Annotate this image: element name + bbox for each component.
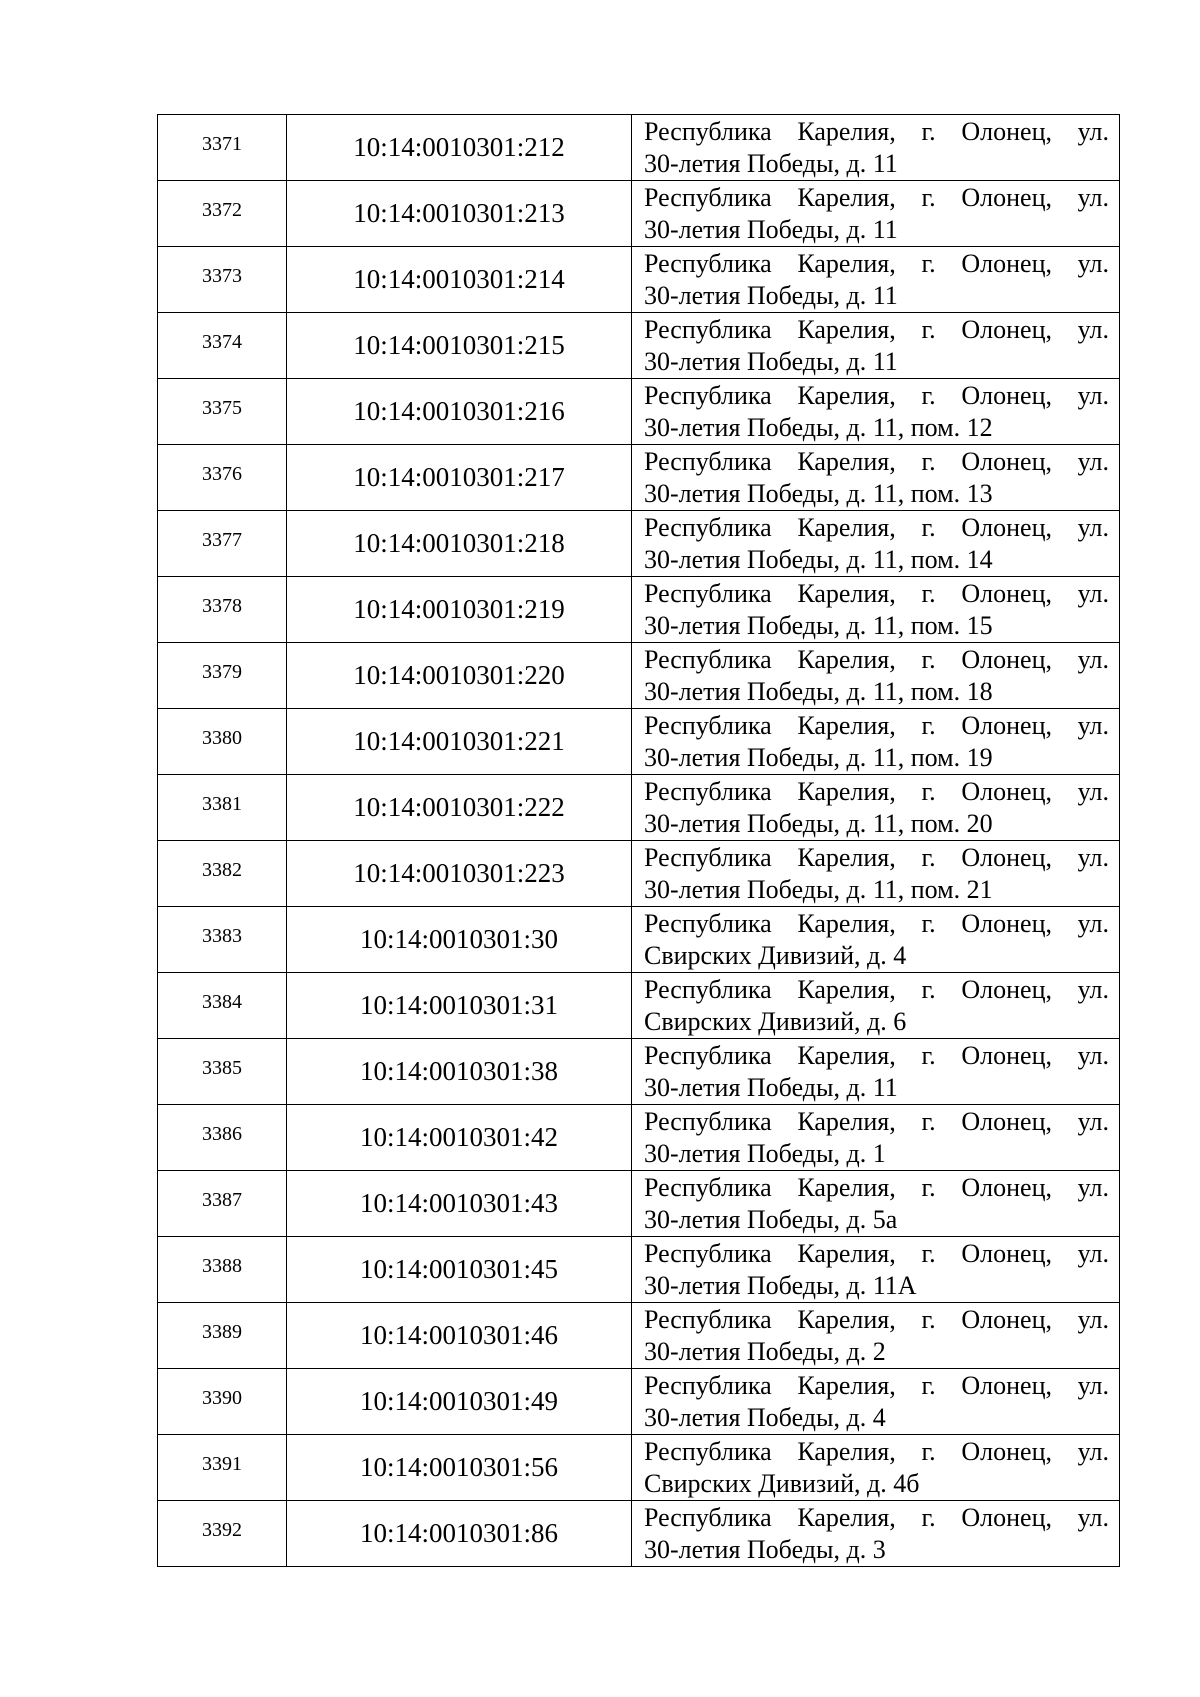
address-line-2: Свирских Дивизий, д. 6 — [644, 1007, 907, 1036]
table-row — [158, 1105, 1120, 1171]
row-number-cell: 3374 — [158, 313, 287, 379]
cadastral-number-cell: 10:14:0010301:222 — [287, 775, 632, 841]
row-number-cell: 3391 — [158, 1435, 287, 1501]
address-line-2: 30-летия Победы, д. 11 — [644, 347, 898, 376]
address-cell — [632, 247, 1120, 313]
address-cell — [632, 577, 1120, 643]
address-line-1: Республика Карелия, г. Олонец, ул. — [644, 1173, 1109, 1202]
row-number-cell: 3390 — [158, 1369, 287, 1435]
cadastral-number-cell: 10:14:0010301:56 — [287, 1435, 632, 1501]
address-cell — [632, 1105, 1120, 1171]
address-line-1: Республика Карелия, г. Олонец, ул. — [644, 579, 1109, 608]
table-row — [158, 709, 1120, 775]
address-line-2: 30-летия Победы, д. 11, пом. 13 — [644, 479, 993, 508]
address-line-2: 30-летия Победы, д. 11, пом. 19 — [644, 743, 993, 772]
address-cell — [632, 1369, 1120, 1435]
address-line-1: Республика Карелия, г. Олонец, ул. — [644, 1041, 1109, 1070]
address-cell — [632, 709, 1120, 775]
table-row — [158, 643, 1120, 709]
table-row — [158, 1369, 1120, 1435]
table-row — [158, 1237, 1120, 1303]
address-line-2: 30-летия Победы, д. 11 — [644, 1073, 898, 1102]
address-cell — [632, 841, 1120, 907]
address-line-2: 30-летия Победы, д. 11, пом. 21 — [644, 875, 993, 904]
cadastral-number-cell: 10:14:0010301:216 — [287, 379, 632, 445]
address-cell — [632, 1039, 1120, 1105]
row-number-cell: 3379 — [158, 643, 287, 709]
table-row — [158, 247, 1120, 313]
address-line-1: Республика Карелия, г. Олонец, ул. — [644, 183, 1109, 212]
row-number-cell: 3378 — [158, 577, 287, 643]
cadastral-number-cell: 10:14:0010301:45 — [287, 1237, 632, 1303]
address-line-2: 30-летия Победы, д. 11, пом. 14 — [644, 545, 993, 574]
address-line-1: Республика Карелия, г. Олонец, ул. — [644, 1239, 1109, 1268]
address-cell — [632, 1303, 1120, 1369]
row-number-cell: 3381 — [158, 775, 287, 841]
address-line-1: Республика Карелия, г. Олонец, ул. — [644, 909, 1109, 938]
table-row — [158, 775, 1120, 841]
address-line-2: 30-летия Победы, д. 1 — [644, 1139, 886, 1168]
row-number-cell: 3377 — [158, 511, 287, 577]
address-line-2: 30-летия Победы, д. 11 — [644, 215, 898, 244]
table-row — [158, 1171, 1120, 1237]
table-row — [158, 973, 1120, 1039]
address-line-1: Республика Карелия, г. Олонец, ул. — [644, 645, 1109, 674]
cadastral-number-cell: 10:14:0010301:220 — [287, 643, 632, 709]
cadastral-number-cell: 10:14:0010301:212 — [287, 115, 632, 181]
address-line-2: 30-летия Победы, д. 11, пом. 20 — [644, 809, 993, 838]
address-cell — [632, 973, 1120, 1039]
table-row — [158, 181, 1120, 247]
address-line-1: Республика Карелия, г. Олонец, ул. — [644, 381, 1109, 410]
address-line-1: Республика Карелия, г. Олонец, ул. — [644, 1503, 1109, 1532]
cadastral-number-cell: 10:14:0010301:43 — [287, 1171, 632, 1237]
table-row — [158, 445, 1120, 511]
table-row — [158, 1039, 1120, 1105]
address-cell — [632, 379, 1120, 445]
address-line-1: Республика Карелия, г. Олонец, ул. — [644, 777, 1109, 806]
address-cell — [632, 181, 1120, 247]
row-number-cell: 3385 — [158, 1039, 287, 1105]
row-number-cell: 3375 — [158, 379, 287, 445]
address-cell — [632, 1501, 1120, 1567]
address-line-1: Республика Карелия, г. Олонец, ул. — [644, 975, 1109, 1004]
address-cell — [632, 643, 1120, 709]
cadastral-number-cell: 10:14:0010301:46 — [287, 1303, 632, 1369]
cadastral-number-cell: 10:14:0010301:218 — [287, 511, 632, 577]
address-cell — [632, 907, 1120, 973]
row-number-cell: 3392 — [158, 1501, 287, 1567]
row-number-cell: 3389 — [158, 1303, 287, 1369]
address-line-1: Республика Карелия, г. Олонец, ул. — [644, 711, 1109, 740]
table-row — [158, 577, 1120, 643]
row-number-cell: 3387 — [158, 1171, 287, 1237]
address-line-1: Республика Карелия, г. Олонец, ул. — [644, 117, 1109, 146]
row-number-cell: 3383 — [158, 907, 287, 973]
address-line-2: 30-летия Победы, д. 2 — [644, 1337, 886, 1366]
address-line-2: Свирских Дивизий, д. 4б — [644, 1469, 920, 1498]
row-number-cell: 3371 — [158, 115, 287, 181]
cadastral-number-cell: 10:14:0010301:38 — [287, 1039, 632, 1105]
address-line-2: 30-летия Победы, д. 4 — [644, 1403, 886, 1432]
cadastral-number-cell: 10:14:0010301:215 — [287, 313, 632, 379]
address-cell — [632, 511, 1120, 577]
address-line-2: 30-летия Победы, д. 11А — [644, 1271, 917, 1300]
address-line-2: 30-летия Победы, д. 11 — [644, 281, 898, 310]
registry-table-body — [158, 115, 1120, 1567]
row-number-cell: 3380 — [158, 709, 287, 775]
cadastral-number-cell: 10:14:0010301:42 — [287, 1105, 632, 1171]
row-number-cell: 3382 — [158, 841, 287, 907]
address-cell — [632, 775, 1120, 841]
address-cell — [632, 1435, 1120, 1501]
address-line-1: Республика Карелия, г. Олонец, ул. — [644, 513, 1109, 542]
table-row — [158, 907, 1120, 973]
address-line-1: Республика Карелия, г. Олонец, ул. — [644, 447, 1109, 476]
address-line-1: Республика Карелия, г. Олонец, ул. — [644, 315, 1109, 344]
address-cell — [632, 115, 1120, 181]
cadastral-number-cell: 10:14:0010301:86 — [287, 1501, 632, 1567]
address-cell — [632, 445, 1120, 511]
cadastral-number-cell: 10:14:0010301:223 — [287, 841, 632, 907]
cadastral-number-cell: 10:14:0010301:217 — [287, 445, 632, 511]
cadastral-number-cell: 10:14:0010301:49 — [287, 1369, 632, 1435]
address-line-2: 30-летия Победы, д. 11 — [644, 149, 898, 178]
table-row — [158, 115, 1120, 181]
address-line-1: Республика Карелия, г. Олонец, ул. — [644, 1371, 1109, 1400]
row-number-cell: 3376 — [158, 445, 287, 511]
address-line-1: Республика Карелия, г. Олонец, ул. — [644, 843, 1109, 872]
address-cell — [632, 313, 1120, 379]
table-row — [158, 379, 1120, 445]
cadastral-number-cell: 10:14:0010301:31 — [287, 973, 632, 1039]
row-number-cell: 3386 — [158, 1105, 287, 1171]
table-row — [158, 1501, 1120, 1567]
table-row — [158, 1435, 1120, 1501]
address-line-2: 30-летия Победы, д. 11, пом. 18 — [644, 677, 993, 706]
address-line-2: 30-летия Победы, д. 3 — [644, 1535, 886, 1564]
address-line-1: Республика Карелия, г. Олонец, ул. — [644, 1107, 1109, 1136]
table-row — [158, 1303, 1120, 1369]
address-line-2: 30-летия Победы, д. 5а — [644, 1205, 898, 1234]
cadastral-number-cell: 10:14:0010301:221 — [287, 709, 632, 775]
row-number-cell: 3373 — [158, 247, 287, 313]
address-line-2: Свирских Дивизий, д. 4 — [644, 941, 907, 970]
address-cell — [632, 1171, 1120, 1237]
address-line-1: Республика Карелия, г. Олонец, ул. — [644, 1437, 1109, 1466]
address-line-2: 30-летия Победы, д. 11, пом. 15 — [644, 611, 993, 640]
address-line-2: 30-летия Победы, д. 11, пом. 12 — [644, 413, 993, 442]
row-number-cell: 3372 — [158, 181, 287, 247]
table-row — [158, 313, 1120, 379]
cadastral-number-cell: 10:14:0010301:30 — [287, 907, 632, 973]
cadastral-number-cell: 10:14:0010301:213 — [287, 181, 632, 247]
address-line-1: Республика Карелия, г. Олонец, ул. — [644, 1305, 1109, 1334]
row-number-cell: 3388 — [158, 1237, 287, 1303]
table-row — [158, 511, 1120, 577]
cadastral-number-cell: 10:14:0010301:219 — [287, 577, 632, 643]
property-registry-table — [157, 114, 1120, 1567]
address-cell — [632, 1237, 1120, 1303]
address-line-1: Республика Карелия, г. Олонец, ул. — [644, 249, 1109, 278]
table-row — [158, 841, 1120, 907]
row-number-cell: 3384 — [158, 973, 287, 1039]
cadastral-number-cell: 10:14:0010301:214 — [287, 247, 632, 313]
